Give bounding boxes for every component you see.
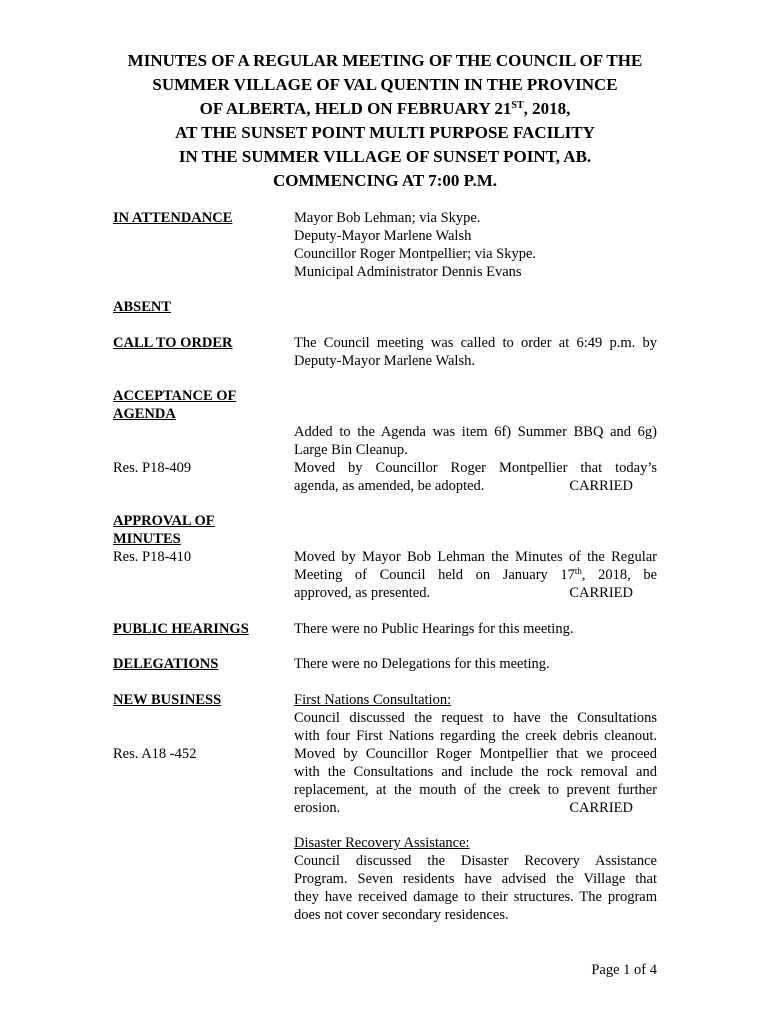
attendee: Deputy-Mayor Marlene Walsh	[294, 228, 472, 244]
resolution-number: Res. P18-410	[113, 549, 192, 565]
title-line: IN THE SUMMER VILLAGE OF SUNSET POINT, AB.	[178, 147, 592, 166]
title-line: OF ALBERTA, HELD ON FEBRUARY 21ST, 2018,	[199, 99, 571, 118]
section-label-call-to-order: CALL TO ORDER	[113, 335, 233, 351]
new-business-item-first-nations: First Nations Consultation: Council discussed the request to have the Consultations with four First Nations regarding the creek debris cleanout. Moved by Councillor Roger Montpellier that we proceed with the Consultations and include the rock removal and replacement, at the mouth of the creek to prevent further erosion. CARRIED	[294, 692, 657, 816]
item-heading: First Nations Consultation:	[294, 692, 452, 708]
minutes-text: Moved by Mayor Bob Lehman the Minutes of the Regular Meeting of Council held on January 17th, 2018, be approved, as presented. CARRIED	[294, 549, 658, 601]
agenda-text: Added to the Agenda was item 6f) Summer BBQ and 6g) Large Bin Cleanup. Moved by Councillor Roger Montpellier that today’s agenda, as amended, be adopted. CARRIED	[294, 424, 657, 494]
document-title	[60, 49, 710, 193]
section-label-agenda-2: AGENDA	[113, 406, 176, 422]
page-number: Page 1 of 4	[591, 962, 657, 978]
section-label-minutes-2: MINUTES	[113, 531, 181, 547]
delegations-text: There were no Delegations for this meeting.	[294, 656, 550, 672]
call-to-order-text: The Council meeting was called to order at 6:49 p.m. by Deputy-Mayor Marlene Walsh.	[294, 335, 657, 369]
resolution-number: Res. A18 -452	[113, 746, 197, 762]
resolution-number: Res. P18-409	[113, 460, 192, 476]
carried-label: CARRIED	[569, 800, 633, 816]
title-line: SUMMER VILLAGE OF VAL QUENTIN IN THE PROVINCE	[152, 75, 618, 94]
title-line: MINUTES OF A REGULAR MEETING OF THE COUNCIL OF THE	[127, 51, 643, 70]
attendee: Municipal Administrator Dennis Evans	[294, 264, 522, 280]
section-label-delegations: DELEGATIONS	[113, 656, 219, 672]
attendance-list	[294, 209, 657, 281]
section-label-attendance: IN ATTENDANCE	[113, 210, 233, 226]
title-line: COMMENCING AT 7:00 P.M.	[273, 171, 497, 190]
section-label-absent: ABSENT	[113, 299, 172, 315]
carried-label: CARRIED	[569, 478, 633, 494]
section-label-public-hearings: PUBLIC HEARINGS	[113, 621, 249, 637]
attendee: Councillor Roger Montpellier; via Skype.	[294, 246, 537, 262]
public-hearings-text: There were no Public Hearings for this meeting.	[294, 621, 574, 637]
title-line: AT THE SUNSET POINT MULTI PURPOSE FACILITY	[175, 123, 595, 142]
section-label-minutes: APPROVAL OF	[113, 513, 215, 529]
new-business-item-disaster-recovery: Disaster Recovery Assistance: Council discussed the Disaster Recovery Assistance Program. Seven residents have advised the Village that they have received damage to their structures. The program does not cover secondary residences.	[294, 835, 657, 923]
attendee: Mayor Bob Lehman; via Skype.	[294, 210, 481, 226]
item-heading: Disaster Recovery Assistance:	[294, 835, 470, 851]
section-label-agenda: ACCEPTANCE OF	[113, 388, 237, 404]
section-label-new-business: NEW BUSINESS	[113, 692, 222, 708]
carried-label: CARRIED	[569, 585, 633, 601]
